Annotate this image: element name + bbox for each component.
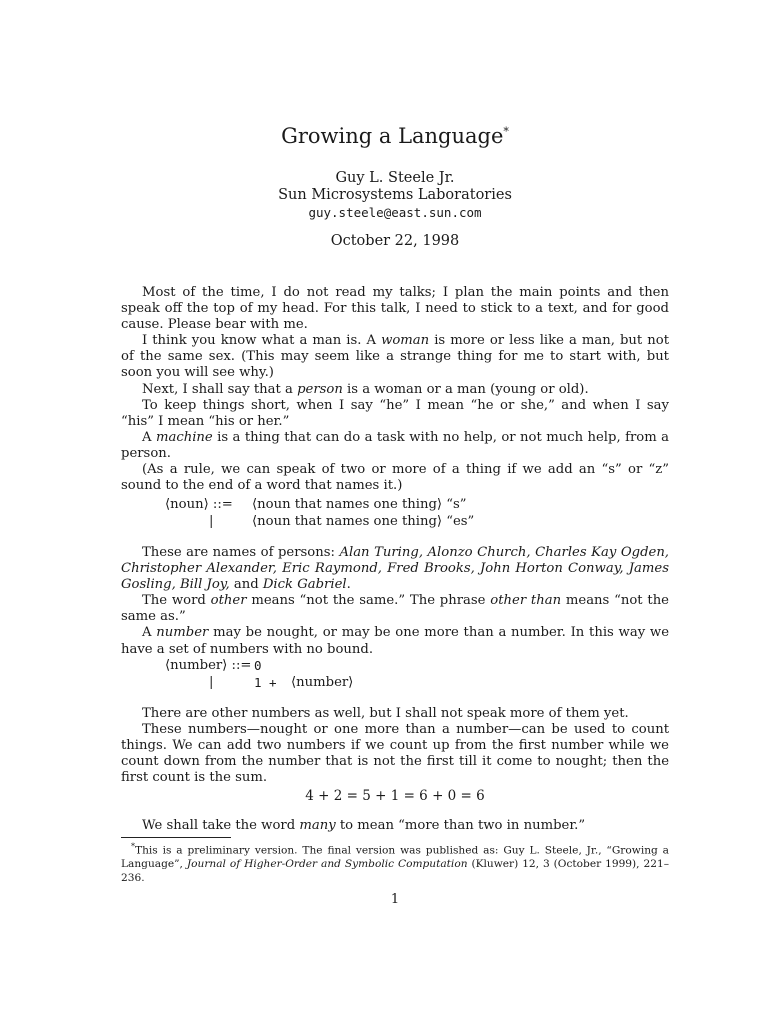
paragraph: These numbers—nought or one more than a number—can be used to count things. We can add two numbers if we count up from the first number while we count down from the number that is not the first till it come to nought; then the first count is the sum.: [121, 722, 669, 786]
equation: 4 + 2 = 5 + 1 = 6 + 0 = 6: [305, 788, 485, 804]
paper-body-3: [121, 706, 669, 786]
grammar-noun: [165, 497, 475, 531]
grammar-code: 1 +: [254, 675, 277, 690]
grammar-bar: |: [209, 675, 214, 690]
footnote-divider: [121, 837, 231, 838]
paper-title: Growing a Language*: [281, 124, 509, 148]
grammar-bar: |: [209, 514, 214, 529]
author-name: Guy L. Steele Jr.: [335, 170, 455, 186]
page-number: 1: [390, 892, 400, 907]
paragraph: There are other numbers as well, but I shall not speak more of them yet.: [142, 706, 629, 721]
paper-body-4: [121, 818, 669, 834]
paragraph: A number may be nought, or may be one more than a number. In this way we have a set of numbers with no bound.: [121, 625, 669, 657]
grammar-rhs: ⟨noun that names one thing⟩ “s”: [252, 497, 467, 512]
grammar-code: 0: [254, 658, 262, 673]
paragraph: A machine is a thing that can do a task with no help, or not much help, from a person.: [121, 429, 669, 461]
title-footnote-mark: *: [503, 125, 509, 138]
paragraph: These are names of persons: Alan Turing, Alonzo Church, Charles Kay Ogden, Christopher Alexander, Eric Raymond, Fred Brooks, John Horton Conway, James Gosling, Bill Joy, and Dick Gabriel.: [121, 545, 670, 593]
grammar-lhs: ⟨number⟩ ::=: [165, 658, 252, 673]
paragraph: The word other means “not the same.” The phrase other than means “not the same as.”: [121, 593, 669, 625]
grammar-number: [165, 658, 354, 692]
author-affiliation: Sun Microsystems Laboratories: [278, 187, 512, 203]
footnote-mark: *: [131, 842, 135, 851]
paper-body: [121, 285, 669, 494]
grammar-rhs: ⟨number⟩: [291, 675, 354, 690]
paragraph: I think you know what a man is. A woman is more or less like a man, but not of the same sex. (This may seem like a strange thing for me to start with, but soon you will see why.): [121, 333, 669, 381]
paragraph: We shall take the word many to mean “more than two in number.”: [142, 818, 586, 833]
grammar-lhs: ⟨noun⟩ ::=: [165, 497, 233, 512]
paper-body-2: [121, 545, 669, 658]
author-email[interactable]: guy.steele@east.sun.com: [308, 205, 482, 220]
paper-date: October 22, 1998: [330, 233, 460, 249]
paragraph: Next, I shall say that a person is a woman or a man (young or old).: [142, 381, 589, 397]
paragraph: To keep things short, when I say “he” I mean “he or she,” and when I say “his” I mean “his or her.”: [121, 397, 669, 429]
paragraph: (As a rule, we can speak of two or more of a thing if we add an “s” or “z” sound to the end of a word that names it.): [121, 462, 669, 494]
footnote: *This is a preliminary version. The final version was published as: Guy L. Steele, Jr., “Growing a Language”, Journal of Higher-Order and Symbolic Computation (Kluwer) 12, 3 (October 1999), 221–236.: [121, 842, 670, 884]
paragraph: Most of the time, I do not read my talks; I plan the main points and then speak off the top of my head. For this talk, I need to stick to a text, and for good cause. Please bear with me.: [121, 285, 669, 333]
grammar-rhs: ⟨noun that names one thing⟩ “es”: [252, 514, 475, 529]
